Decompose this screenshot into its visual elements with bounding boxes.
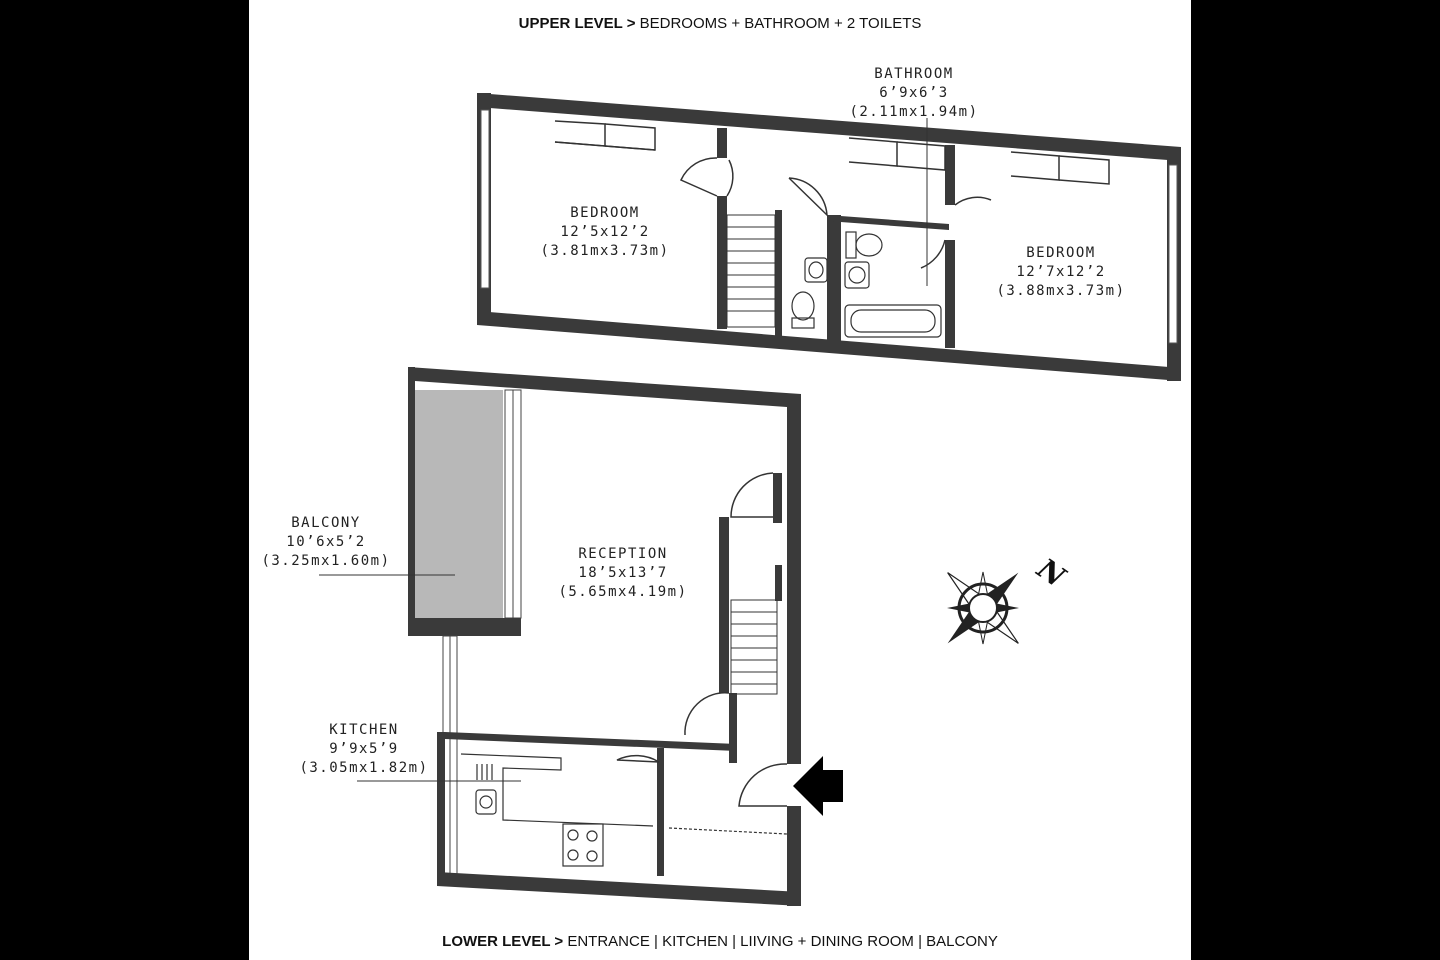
room-size-imperial: 12’5x12’2 bbox=[560, 224, 650, 240]
room-label-bedroom-2 bbox=[971, 244, 1151, 301]
room-name: BATHROOM bbox=[874, 66, 954, 82]
wardrobe-bedroom-1 bbox=[555, 121, 655, 150]
room-name: BEDROOM bbox=[1026, 245, 1096, 261]
room-size-metric: (5.65mx4.19m) bbox=[558, 584, 688, 600]
lower-level-caption-text: ENTRANCE | KITCHEN | LIIVING + DINING ROOM | BALCONY bbox=[563, 933, 998, 950]
room-name: KITCHEN bbox=[329, 722, 399, 738]
lower-outer-wall-bottom bbox=[437, 872, 801, 906]
compass-rose-icon bbox=[942, 567, 1024, 649]
room-size-imperial: 10’6x5’2 bbox=[286, 534, 366, 550]
toilet-icon bbox=[792, 292, 814, 328]
wall-bath-bedroom2 bbox=[945, 145, 955, 205]
balcony-wall-bottom bbox=[408, 618, 521, 636]
lower-outer-wall-right-lower bbox=[787, 806, 801, 906]
room-size-imperial: 6’9x6’3 bbox=[879, 85, 949, 101]
balcony-floor bbox=[411, 390, 503, 618]
storage-cupboard bbox=[669, 828, 787, 834]
toilet-icon bbox=[846, 232, 882, 258]
wardrobe-landing bbox=[849, 138, 945, 170]
wall-bath-bedroom2-lower bbox=[945, 240, 955, 348]
basin-icon bbox=[805, 258, 827, 282]
room-label-kitchen bbox=[274, 721, 454, 778]
wall-landing-wc-top bbox=[827, 215, 949, 230]
wall-kitchen-hall-upper bbox=[657, 748, 664, 762]
kitchen-units bbox=[461, 754, 653, 866]
wardrobe-bedroom-2 bbox=[1011, 152, 1109, 184]
room-size-metric: (3.25mx1.60m) bbox=[261, 553, 391, 569]
floor-plan-sheet bbox=[249, 0, 1191, 960]
balcony-wall-left bbox=[408, 367, 415, 635]
upper-window-left bbox=[481, 110, 489, 288]
bathtub-icon bbox=[845, 305, 941, 337]
lower-outer-wall-right bbox=[787, 394, 801, 764]
upper-level-caption-text: BEDROOMS + BATHROOM + 2 TOILETS bbox=[635, 15, 922, 32]
floor-plan-drawing bbox=[249, 0, 1191, 960]
upper-window-right bbox=[1169, 165, 1177, 343]
wall-stair-core-right-lower bbox=[775, 565, 782, 601]
room-size-metric: (3.81mx3.73m) bbox=[540, 243, 670, 259]
wall-stairs-wc bbox=[775, 210, 782, 338]
wall-wc-bath bbox=[827, 215, 841, 341]
upper-outer-wall-top bbox=[477, 93, 1181, 161]
wall-bedroom1-landing-lower bbox=[717, 196, 727, 329]
room-name: RECEPTION bbox=[578, 546, 668, 562]
basin-icon bbox=[845, 262, 869, 288]
wall-bedroom1-landing bbox=[717, 128, 727, 158]
lower-level-caption-bold: LOWER LEVEL > bbox=[442, 933, 564, 950]
room-label-bathroom bbox=[834, 65, 994, 122]
room-size-metric: (3.88mx3.73m) bbox=[996, 283, 1126, 299]
stairs-lower bbox=[731, 600, 777, 694]
room-name: BEDROOM bbox=[570, 205, 640, 221]
room-size-imperial: 12’7x12’2 bbox=[1016, 264, 1106, 280]
wall-stair-core-right bbox=[773, 473, 782, 523]
room-size-metric: (2.11mx1.94m) bbox=[849, 104, 979, 120]
room-name: BALCONY bbox=[291, 515, 361, 531]
room-size-metric: (3.05mx1.82m) bbox=[299, 760, 429, 776]
wall-kitchen-reception bbox=[445, 732, 737, 751]
wall-hall-left bbox=[729, 693, 737, 763]
room-label-reception bbox=[533, 545, 713, 602]
compass-north-letter: N bbox=[1031, 551, 1072, 594]
room-size-imperial: 18’5x13’7 bbox=[578, 565, 668, 581]
wall-kitchen-hall bbox=[657, 748, 664, 876]
stairs-upper bbox=[727, 215, 775, 327]
doors-lower bbox=[617, 473, 787, 806]
room-size-imperial: 9’9x5’9 bbox=[329, 741, 399, 757]
room-label-bedroom-1 bbox=[515, 204, 695, 261]
upper-level-caption-bold: UPPER LEVEL > bbox=[518, 15, 636, 32]
room-label-balcony bbox=[236, 514, 416, 571]
lower-level-plan bbox=[319, 367, 843, 906]
wall-stair-core-left bbox=[719, 517, 729, 693]
